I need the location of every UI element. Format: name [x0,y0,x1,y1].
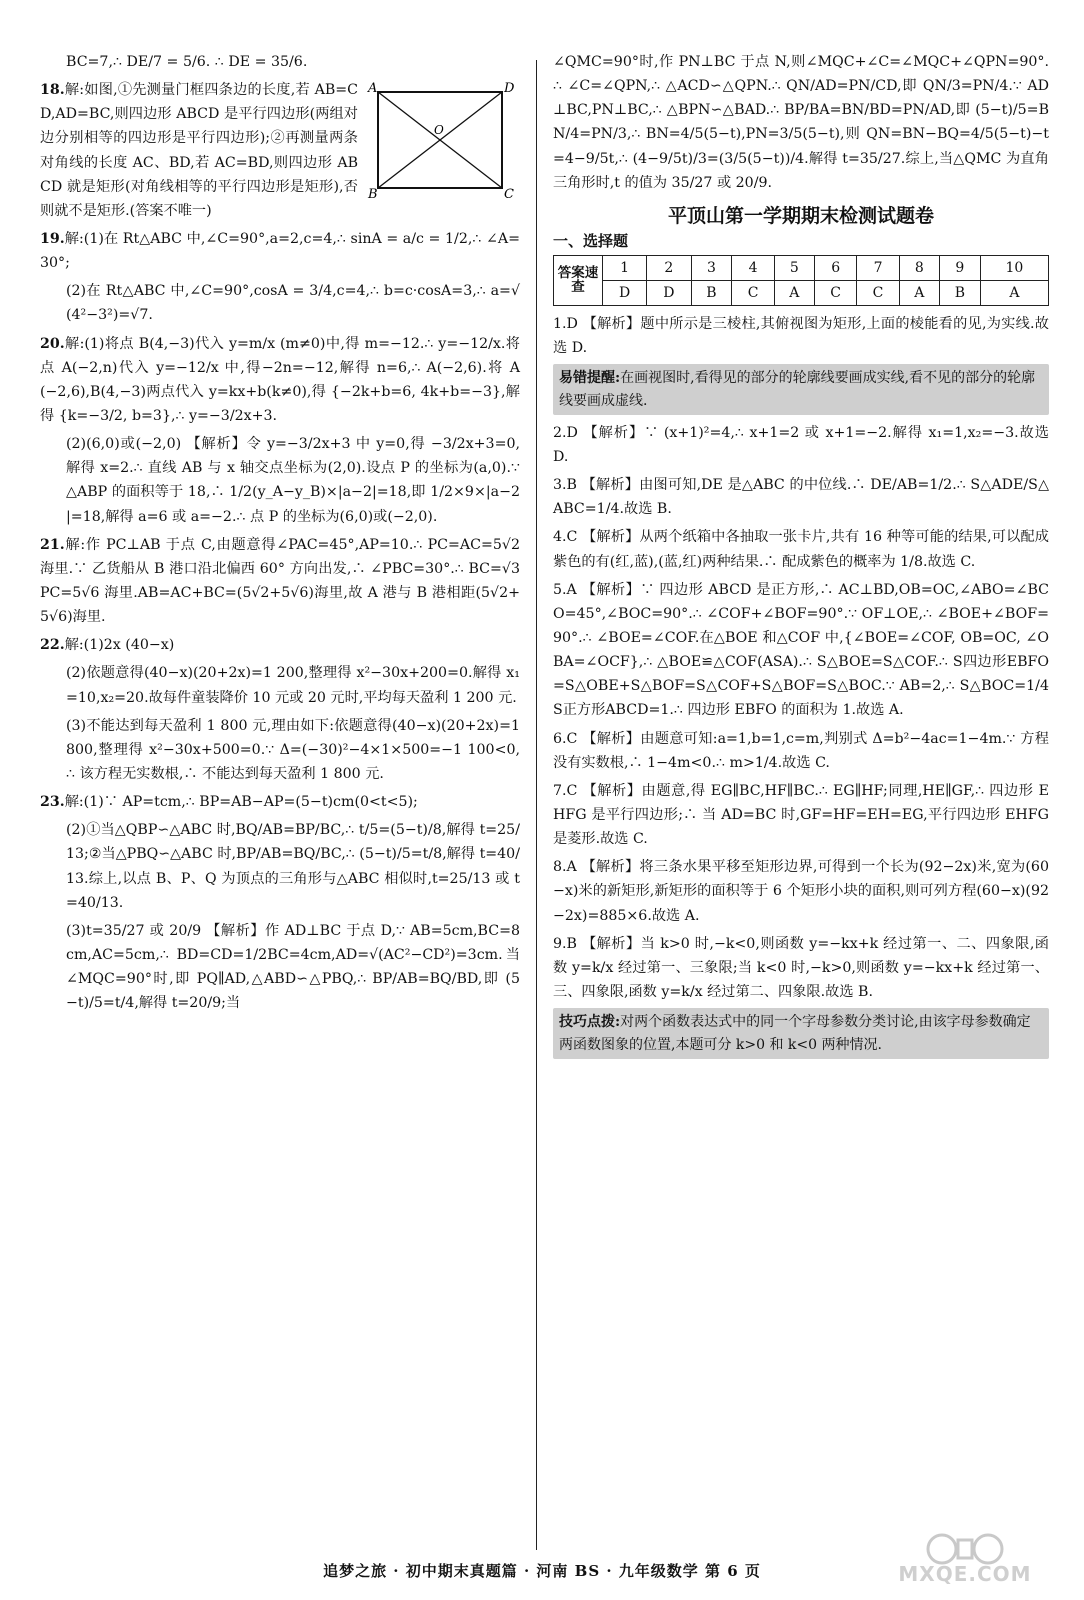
answer-explanation-8: 8.A 【解析】将三条水果平移至矩形边界,可得到一个长为(92−2x)米,宽为(60−x)米的新矩形,新矩形的面积等于 6 个矩形小块的面积,则可列方程(60−x)(92−2x)=885×6.故选 A. [553,859,1049,924]
q23-continued: ∠QMC=90°时,作 PN⊥BC 于点 N,则∠MQC+∠C=∠MQC+∠QPN=90°.∴ ∠C=∠QPN,∴ △ACD∽△QPN.∴ QN/AD=PN/CD,即 QN/3=PN/4.∵ AD⊥BC,PN⊥BC,∴ △BPN∽△BAD.∴ BP/BA=BN/BD=PN/AD,即 (5−t)/5=BN/4=PN/3,∴ BN=4/5(5−t),PN=3/5(5−t),则 QN=BN−BQ=4/5(5−t)−t=4−9/5t,∴ (4−9/5t)/3=(3/5(5−t))/4.解得 t=35/27.综上,当△QMC 为直角三角形时,t 的值为 35/27 或 20/9. [553,54,1049,191]
label-a: A [368,82,378,97]
answer-explanation-3: 3.B 【解析】由图可知,DE 是△ABC 的中位线.∴ DE/AB=1/2.∴ S△ADE/S△ABC=1/4.故选 B. [553,477,1049,518]
error-tip-text: 在画视图时,看得见的部分的轮廓线要画成实线,看不见的部分的轮廓线要画成虚线. [559,370,1036,409]
section-title: 平顶山第一学期期末检测试题卷 [667,204,934,227]
table-answer-cell: B [939,280,980,305]
table-number-cell: 6 [814,255,856,280]
skill-tip-label: 技巧点拨: [559,1014,621,1031]
table-answer-cell: A [774,280,814,305]
q20 [40,332,520,529]
q22-number: 22. [40,637,65,654]
table-answer-cell: C [814,280,856,305]
skill-tip-box [553,1008,1049,1059]
error-tip-label: 易错提醒: [559,370,621,387]
table-number-cell: 4 [732,255,774,280]
q21 [40,533,520,630]
table-number-cell: 2 [647,255,691,280]
answer-explanation-1: 1.D 【解析】题中所示是三棱柱,其俯视图为矩形,上面的棱能看的见,为实线.故选 D. [553,315,1049,356]
watermark-logo-icon [890,1532,1040,1566]
q23-number: 23. [40,794,65,811]
q23-part2: (2)①当△QBP∽△ABC 时,BQ/AB=BP/BC,∴ t/5=(5−t)/8,解得 t=25/13;②当△PBQ∽△ABC 时,BP/AB=BQ/BC,∴ (5−t)/5=t/8,解得 t=40/13.综上,以点 B、P、Q 为顶点的三角形与△ABC 相似时,t=25/13 或 t=40/13. [66,822,520,911]
answer-explanation-5: 5.A 【解析】∵ 四边形 ABCD 是正方形,∴ AC⊥BD,OB=OC,∠ABO=∠BCO=45°,∠BOC=90°.∴ ∠COF+∠BOF=90°.∵ OF⊥OE,∴ ∠BOE+∠BOF=90°.∴ ∠BOE=∠COF.在△BOE 和△COF 中,{∠BOE=∠COF, OB=OC, ∠OBA=∠OCF},∴ △BOE≌△COF(ASA).∴ S△BOE=S△COF.∴ S四边形EBFO=S△OBE+S△BOF=S△COF+S△BOF=S△BOC.∵ AB=2,∴ S△BOC=1/4S正方形ABCD=1.∴ 四边形 EBFO 的面积为 1.故选 A. [553,581,1049,719]
answer-explanation-4: 4.C 【解析】从两个纸箱中各抽取一张卡片,共有 16 种等可能的结果,可以配成紫色的有(红,蓝),(蓝,红)两种结果.∴ 配成紫色的概率为 1/8.故选 C. [553,529,1049,570]
table-number-cell: 8 [899,255,939,280]
page-footer: 追梦之旅 · 初中期末真题篇 · 河南 BS · 九年级数学 第 6 页 [323,1562,761,1580]
q17-tail: BC=7,∴ DE/7 = 5/6. ∴ DE = 35/6. [66,54,308,70]
answer-explanation-9: 9.B 【解析】当 k>0 时,−k<0,则函数 y=−kx+k 经过第一、二、四象限,函数 y=k/x 经过第一、三象限;当 k<0 时,−k>0,则函数 y=−kx+k 经过第一、三、四象限,函数 y=k/x 经过第二、四象限.故选 B. [553,935,1049,1000]
table-answer-cell: C [857,280,899,305]
q22-part2: (2)依题意得(40−x)(20+2x)=1 200,整理得 x²−30x+200=0.解得 x₁=10,x₂=20.故每件童装降价 10 元或 20 元时,平均每天盈利 1 200 元. [66,665,520,706]
error-tip-box [553,364,1049,415]
label-o: O [434,123,444,138]
answer-table-header: 答案速查 [554,255,603,305]
answer-table [553,255,1049,306]
skill-tip-text: 对两个函数表达式中的同一个字母参数分类讨论,由该字母参数确定两函数图象的位置,本题可分 k>0 和 k<0 两种情况. [559,1014,1031,1053]
q19 [40,227,520,328]
q20-part1: 解:(1)将点 B(4,−3)代入 y=m/x (m≠0)中,得 m=−12.∴ y=−12/x.将点 A(−2,n)代入 y=−12/x 中,得−2n=−12,解得 n=6,∴ A(−2,6).将 A(−2,6),B(4,−3)两点代入 y=kx+b(k≠0),得 {−2k+b=6, 4k+b=−3},解得 {k=−3/2, b=3},∴ y=−3/2x+3. [40,335,520,424]
q18 [40,78,520,223]
q23-part3: (3)t=35/27 或 20/9 【解析】作 AD⊥BC 于点 D,∵ AB=5cm,BC=8cm,AC=5cm,∴ BD=CD=1/2BC=4cm,AD=√(AC²−CD²)=3cm.当∠MQC=90°时,即 PQ∥AD,△ABD∽△PBQ,∴ BP/AB=BQ/BD,即 (5−t)/5=t/4,解得 t=20/9;当 [66,922,520,1012]
answer-explanation-2: 2.D 【解析】∵ (x+1)²=4,∴ x+1=2 或 x+1=−2.解得 x₁=1,x₂=−3.故选 D. [553,424,1049,466]
table-answer-cell: A [980,280,1048,305]
answer-table-row-answers [554,280,1049,305]
table-answer-cell: C [732,280,774,305]
q19-part2: (2)在 Rt△ABC 中,∠C=90°,cosA = 3/4,c=4,∴ b=c·cosA=3,∴ a=√(4²−3²)=√7. [66,283,520,324]
table-answer-cell: D [647,280,691,305]
table-answer-cell: B [691,280,732,305]
left-column [40,50,520,1019]
column-divider [536,60,537,1550]
q23 [40,790,520,1015]
table-answer-cell: A [899,280,939,305]
table-answer-cell: D [603,280,647,305]
q23-part1: 解:(1)∵ AP=tcm,∴ BP=AB−AP=(5−t)cm(0<t<5); [64,794,418,811]
watermark [890,1532,1040,1590]
q19-number: 19. [40,230,65,247]
label-c: C [504,187,514,201]
q18-text: 解:如图,①先测量门框四条边的长度,若 AB=CD,AD=BC,则四边形 ABCD 是平行四边形(两组对边分别相等的四边形是平行四边形);②再测量两条对角线的长度 AC、BD,若 AC=BD,则四边形 ABCD 就是矩形(对角线相等的平行四边形是矩形),否则就不是矩形.(答案不唯一) [40,82,358,219]
q22-part3: (3)不能达到每天盈利 1 800 元,理由如下:依题意得(40−x)(20+2x)=1 800,整理得 x²−30x+500=0.∵ Δ=(−30)²−4×1×500=−1 100<0,∴ 该方程无实数根,∴ 不能达到每天盈利 1 800 元. [66,717,520,782]
answer-explanation-7: 7.C 【解析】由题意,得 EG∥BC,HF∥BC.∴ EG∥HF;同理,HE∥GF,∴ 四边形 EHFG 是平行四边形;∴ 当 AD=BC 时,GF=HF=EH=EG,平行四边形 EHFG 是菱形.故选 C. [553,782,1049,848]
answer-table-row-numbers [554,255,1049,280]
table-number-cell: 7 [857,255,899,280]
q21-number: 21. [40,536,65,553]
q22 [40,633,520,786]
table-number-cell: 3 [691,255,732,280]
q21-text: 解:作 PC⊥AB 于点 C,由题意得∠PAC=45°,AP=10.∴ PC=AC=5√2 海里.∵ 乙货船从 B 港口沿北偏西 60° 方向出发,∴ ∠PBC=30°.∴ BC=√3PC=5√6 海里.AB=AC+BC=(5√2+5√6)海里,故 A 港与 B 港相距(5√2+5√6)海里. [40,536,520,626]
answer-explanation-6: 6.C 【解析】由题意可知:a=1,b=1,c=m,判别式 Δ=b²−4ac=1−4m.∵ 方程没有实数根,∴ 1−4m<0.∴ m>1/4.故选 C. [553,730,1049,771]
table-number-cell: 5 [774,255,814,280]
sub-title: 一、选择题 [553,231,629,250]
label-b: B [368,187,378,201]
q20-part2: (2)(6,0)或(−2,0) 【解析】令 y=−3/2x+3 中 y=0,得 −3/2x+3=0,解得 x=2.∴ 直线 AB 与 x 轴交点坐标为(2,0).设点 P 的坐标为(a,0).∵ △ABP 的面积等于 18,∴ 1/2(y_A−y_B)×|a−2|=18,即 1/2×9×|a−2|=18,解得 a=6 或 a=−2.∴ 点 P 的坐标为(6,0)或(−2,0). [66,436,520,525]
watermark-text: MXQE.COM [898,1562,1032,1586]
rectangle-diagram [366,82,514,200]
q19-part1: 解:(1)在 Rt△ABC 中,∠C=90°,a=2,c=4,∴ sinA = a/c = 1/2,∴ ∠A=30°; [40,230,520,272]
table-number-cell: 9 [939,255,980,280]
q18-number: 18. [40,82,65,99]
right-column [553,50,1049,1065]
table-number-cell: 1 [603,255,647,280]
q20-number: 20. [40,335,65,352]
q22-part1: 解:(1)2x (40−x) [64,637,175,654]
label-d: D [504,82,514,97]
table-number-cell: 10 [980,255,1048,280]
